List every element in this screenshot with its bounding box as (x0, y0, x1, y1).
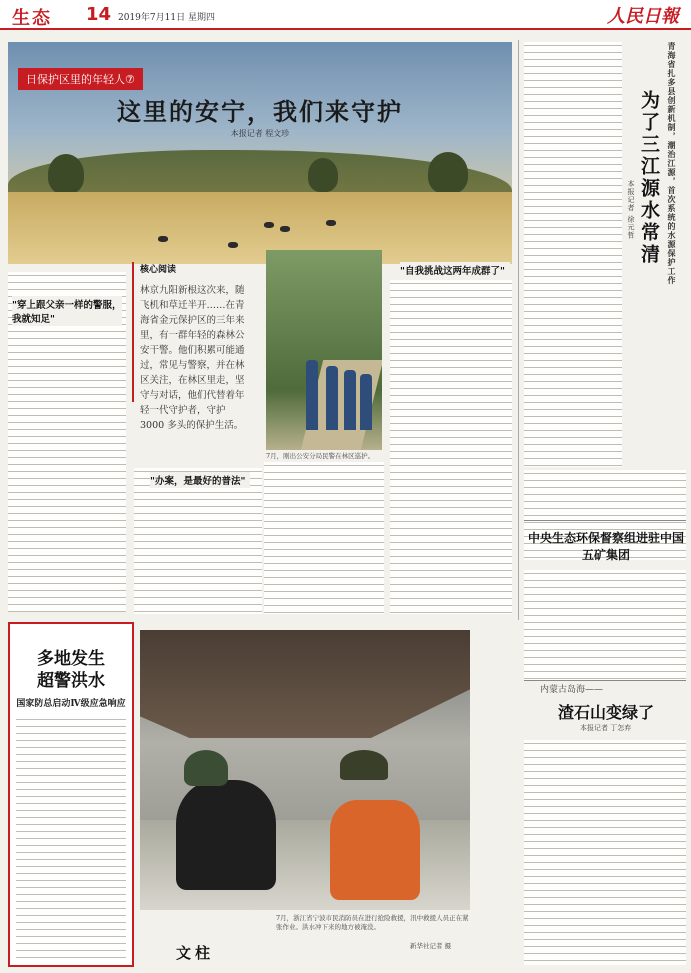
sidebar-body-col1 (524, 42, 622, 467)
feature-headline: 这里的安宁，我们来守护 (117, 98, 403, 126)
news2-byline: 本报记者 丁怎弃 (580, 724, 632, 732)
page-number: 14 (86, 4, 112, 25)
sidebar-byline: 本报记者 徐元哲 (627, 180, 635, 240)
flood-photo-caption: 7月，浙江省宁波市民消防员在进行抢险救援，汛中救援人员正在紧张作业。洪水冲下来的地方被淹没。 (276, 914, 469, 931)
news-divider (524, 680, 686, 681)
officer (326, 366, 338, 430)
tree (428, 152, 468, 194)
yak (264, 222, 274, 228)
yak (326, 220, 336, 226)
feature-hero-photo (8, 42, 512, 264)
column-tag: 文柱 (176, 944, 215, 962)
feature-subhead-1: "穿上跟父亲一样的警服，我就知足" (12, 296, 122, 326)
feature-byline: 本报记者 程文珍 (230, 129, 290, 138)
flood-body (16, 716, 126, 962)
officer (344, 370, 356, 430)
sidebar-kicker: 青海省扎多县创新机制，潮治江源，首次系统的水源保护工作 (667, 42, 676, 285)
news1-body (524, 570, 686, 680)
helmet (340, 750, 388, 780)
feature-body-col3 (264, 462, 384, 614)
rescuer-in-life-vest (330, 800, 420, 900)
yak (280, 226, 290, 232)
flood-subhead: 国家防总启动Ⅳ级应急响应 (16, 699, 126, 709)
flood-headline (10, 648, 132, 692)
sidebar-headline: 为了三江源水常清 (638, 90, 660, 266)
flood-headline-line2: 超警洪水 (37, 671, 105, 691)
grassland (8, 192, 512, 264)
news2-title: 渣石山变绿了 (557, 703, 654, 722)
news2-body (524, 740, 686, 965)
newspaper-logo: 人民日報 (607, 6, 679, 27)
news1-title: 中央生态环保督察组进驻中国五矿集团 (528, 531, 685, 562)
yak (158, 236, 168, 242)
flood-rescue-photo (140, 630, 470, 910)
officer (306, 360, 318, 430)
tree (308, 158, 338, 192)
rescuer (176, 780, 276, 890)
flood-news-box (8, 622, 134, 967)
helmet (184, 750, 228, 786)
masthead (0, 0, 691, 30)
column-divider (518, 40, 519, 620)
summary-label: 核心阅读 (140, 265, 177, 275)
feature-body-col2 (134, 468, 262, 614)
flood-headline-line1: 多地发生 (37, 649, 105, 669)
section-name: 生态 (12, 8, 52, 29)
series-badge: 日保护区里的年轻人⑦ (18, 68, 143, 90)
feature-subhead-2: "办案，是最好的普法" (150, 472, 250, 488)
police-patrol-photo (266, 250, 382, 450)
yak (228, 242, 238, 248)
officer (360, 374, 372, 430)
news2-kicker: 内蒙古岛海—— (540, 685, 604, 695)
issue-date: 2019年7月11日 星期四 (118, 13, 215, 23)
core-summary (132, 262, 252, 431)
feature-body-col4 (390, 280, 512, 614)
summary-text: 林京九阳新根这次来，随飞机和草迁半开……在青海省金元保护区的三年来里，有一群年轻的森林公安干警。他们积累可能通过，常见与警察，并在林区关注，在林区里走，坚守与对话，他们代替着年轻一代守护者，守护 3000 多头的保护生活。 (140, 285, 245, 431)
feature-subhead-3: "自我挑战这两年成群了" (400, 262, 510, 278)
news-divider (524, 520, 686, 521)
excavator-bucket (140, 630, 470, 738)
tree (48, 154, 84, 194)
flood-photo-credit: 新华社记者 摄 (410, 942, 452, 950)
police-photo-caption: 7月，刚出公安分局民警在林区巡护。 (266, 452, 375, 460)
